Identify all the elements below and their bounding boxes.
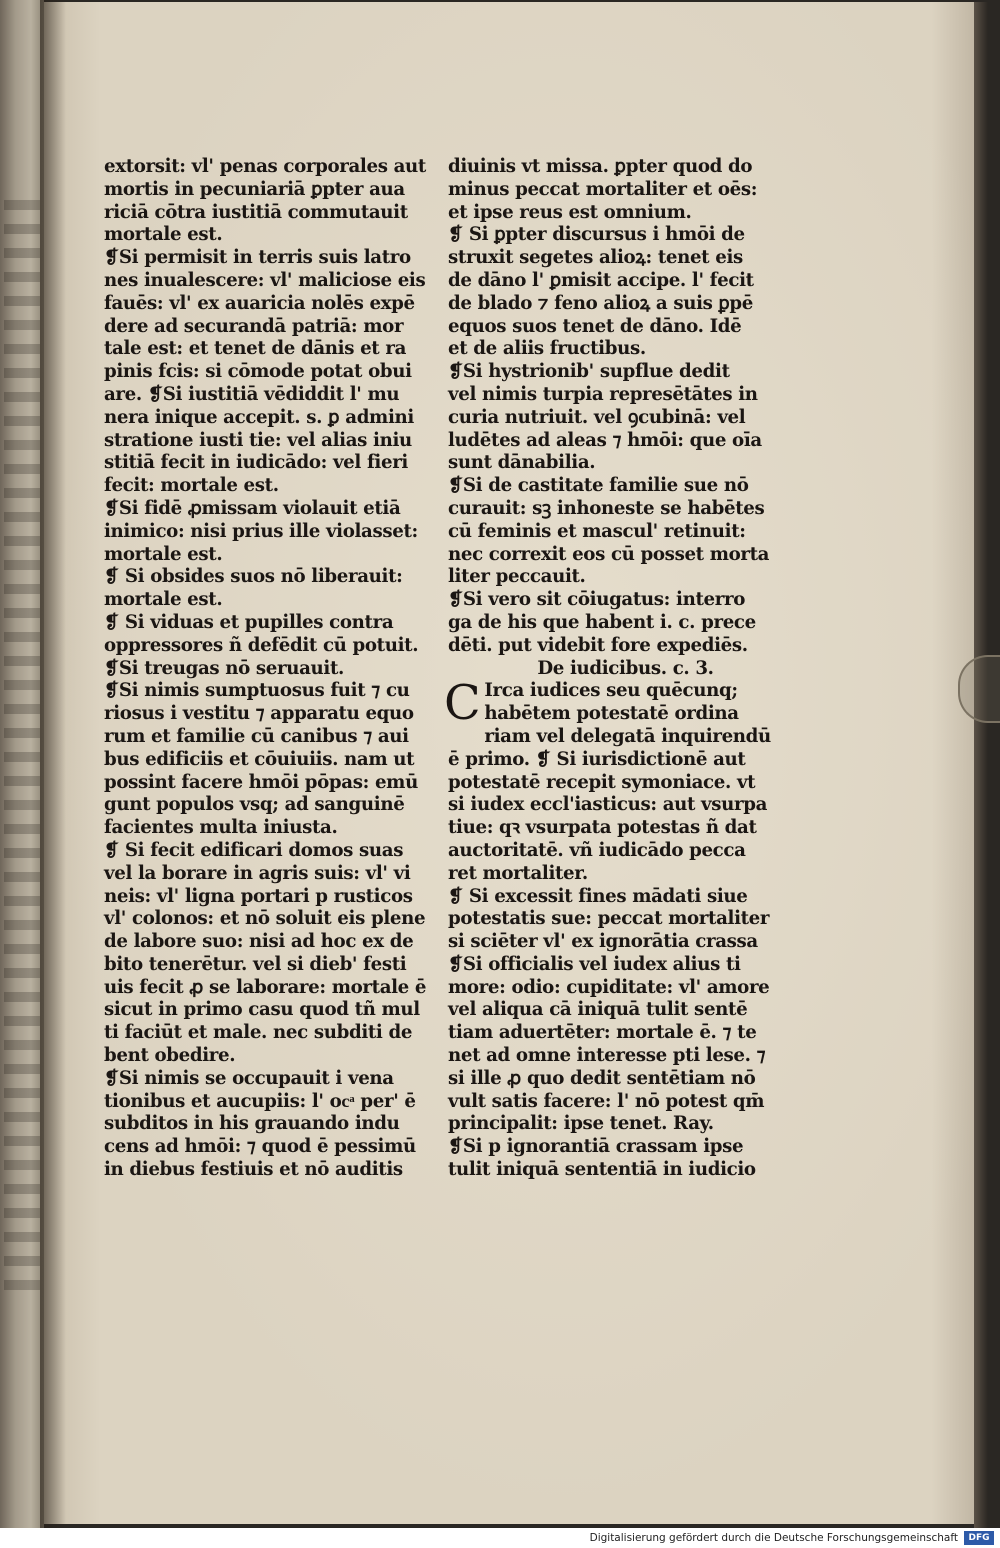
text-line: equos suos tenet de dāno. Idē — [448, 315, 742, 337]
previous-page-edge — [0, 0, 44, 1528]
text-line: cū feminis et mascul' retinuit: — [448, 520, 746, 542]
right-column-top-block — [448, 156, 770, 658]
text-line: curia nutriuit. vel ꝯcubinā: vel — [448, 406, 746, 428]
text-line: ❡Si nimis se occupauit i vena — [104, 1067, 394, 1089]
binding-shadow — [40, 0, 66, 1528]
text-line: riciā cōtra iustitiā commutauit — [104, 201, 408, 223]
text-line: gunt populos vsq; ad sanguinē — [104, 794, 405, 816]
text-line: possint facere hmōi pōpas: emū — [104, 771, 418, 793]
text-line: neis: vl' ligna portari p rusticos — [104, 885, 413, 907]
text-line: more: odio: cupiditate: vl' amore — [448, 976, 770, 998]
text-line: stitiā fecit in iudicādo: vel fieri — [104, 452, 408, 474]
text-line: vel aliqua cā iniquā tulit sentē — [448, 999, 748, 1021]
text-line: et de aliis fructibus. — [448, 338, 646, 360]
text-line: liter peccauit. — [448, 566, 586, 588]
text-line: minus peccat mortaliter et oēs: — [448, 178, 758, 200]
text-line: tale est: et tenet de dānis et ra — [104, 338, 407, 360]
text-line: auctoritatē. vñ iudicādo pecca — [448, 839, 746, 861]
text-line: potestatē recepit symoniace. vt — [448, 771, 756, 793]
text-line: ❡Si p ignorantiā crassam ipse — [448, 1136, 744, 1158]
text-line: rum et familie cū canibus ⁊ aui — [104, 725, 409, 747]
text-line: vel la borare in agris suis: vl' vi — [104, 862, 411, 884]
text-line: nec correxit eos cū posset morta — [448, 543, 770, 565]
text-line: nera inique accepit. s. ꝑ admini — [104, 406, 414, 428]
text-line: tulit iniquā sententiā in iudicio — [448, 1159, 756, 1181]
text-line: ❡ Si ꝑpter discursus i hmōi de — [448, 224, 745, 246]
text-line: ❡Si de castitate familie sue nō — [448, 475, 749, 497]
text-line: riosus i vestitu ⁊ apparatu equo — [104, 703, 414, 725]
text-line: de dāno l' ꝑmisit accipe. l' fecit — [448, 269, 754, 291]
text-line: fauēs: vl' ex auaricia nolēs expē — [104, 292, 415, 314]
text-line: pinis fcis: si cōmode potat obui — [104, 361, 412, 383]
text-line: struxit segetes alioꝝ: tenet eis — [448, 247, 743, 269]
footer-bar — [0, 1528, 1000, 1548]
text-line: ❡ Si fecit edificari domos suas — [104, 839, 404, 861]
text-line: ga de his que habent i. c. prece — [448, 611, 756, 633]
text-line: vl' colonos: et nō soluit eis plene — [104, 908, 426, 930]
text-line: uis fecit ꝓ se laborare: mortale ē — [104, 976, 427, 998]
text-line: si ille ꝓ quo dedit sentētiam nō — [448, 1067, 756, 1089]
text-line: vult satis facere: l' nō potest qm̄ — [448, 1090, 765, 1112]
text-line: ret mortaliter. — [448, 862, 588, 884]
text-line: bito tenerētur. vel si dieb' festi — [104, 953, 407, 975]
text-line: inimico: nisi prius ille violasset: — [104, 520, 418, 542]
text-line: ❡ Si viduas et pupilles contra — [104, 611, 394, 633]
section-heading: De iudicibus. c. 3. — [537, 657, 714, 679]
leaf-right-edge — [974, 2, 988, 1528]
right-text-column — [444, 156, 771, 1182]
text-line: vel nimis turpia represētātes in — [448, 383, 758, 405]
text-line: riam vel delegatā inquirendū — [484, 725, 771, 747]
text-line: ❡ Si excessit fines mādati siue — [448, 885, 748, 907]
text-line: dere ad securandā patriā: mor — [104, 315, 404, 337]
text-line: bus edificiis et cōuiuiis. nam ut — [104, 748, 415, 770]
text-line: oppressores ñ defēdit cū potuit. — [104, 634, 419, 656]
text-line: mortale est. — [104, 224, 223, 246]
text-line: curauit: sꝫ inhoneste se habētes — [448, 497, 765, 519]
text-line: potestatis sue: peccat mortaliter — [448, 908, 770, 930]
text-line: fecit: mortale est. — [104, 475, 279, 497]
footer-credit: Digitalisierung gefördert durch die Deutsche Forschungsgemeinschaft — [589, 1532, 958, 1544]
text-line: Irca iudices seu quēcunq; — [484, 680, 738, 702]
text-line: de blado ⁊ feno alioꝝ a suis ꝑpē — [448, 292, 753, 314]
text-line: mortale est. — [104, 589, 223, 611]
text-line: ❡Si hystrionib' supflue dedit — [448, 361, 730, 383]
text-line: nes inualescere: vl' maliciose eis — [104, 269, 426, 291]
text-line: subditos in his grauando indu — [104, 1113, 400, 1135]
text-line: mortale est. — [104, 543, 223, 565]
text-line: net ad omne interesse pti lese. ⁊ — [448, 1045, 766, 1067]
text-line: tionibus et aucupiis: l' ocͣ per' ē — [104, 1090, 416, 1112]
text-line: ❡Si permisit in terris suis latro — [104, 247, 411, 269]
text-line: ludētes ad aleas ⁊ hmōi: que oīa — [448, 429, 762, 451]
text-line: are. ❡Si iustitiā vēdiddit l' mu — [104, 383, 400, 405]
text-line: ❡Si treugas nō seruauit. — [104, 657, 345, 679]
text-line: in diebus festiuis et nō auditis — [104, 1159, 403, 1181]
text-line: diuinis vt missa. ꝑpter quod do — [448, 156, 753, 177]
text-line: ❡ Si obsides suos nō liberauit: — [104, 566, 403, 588]
text-line: ti faciūt et male. nec subditi de — [104, 1022, 413, 1044]
dfg-logo: DFG — [964, 1531, 994, 1545]
text-line: sicut in primo casu quod tñ mul — [104, 999, 420, 1021]
text-line: ❡Si officialis vel iudex alius ti — [448, 953, 741, 975]
text-line: facientes multa iniusta. — [104, 817, 338, 839]
text-line: ❡Si nimis sumptuosus fuit ⁊ cu — [104, 680, 410, 702]
text-line: extorsit: vl' penas corporales aut — [104, 156, 426, 177]
text-line: ❡Si fidē ꝓmissam violauit etiā — [104, 497, 401, 519]
text-line: sunt dānabilia. — [448, 452, 596, 474]
text-line: ❡Si vero sit cōiugatus: interro — [448, 589, 745, 611]
text-line: de labore suo: nisi ad hoc ex de — [104, 931, 414, 953]
right-column-initial-block — [448, 680, 771, 771]
text-line: principalit: ipse tenet. Ray. — [448, 1113, 714, 1135]
right-column-bottom-block — [448, 771, 770, 1182]
text-line: et ipse reus est omnium. — [448, 201, 692, 223]
text-line: tiue: qꝛ vsurpata potestas ñ dat — [448, 817, 757, 839]
left-text-column — [104, 156, 427, 1182]
text-line: ē primo. ❡ Si iurisdictionē aut — [448, 748, 746, 770]
text-line: dēti. put videbit fore expediēs. — [448, 634, 748, 656]
decorated-initial-letter: C — [444, 675, 481, 732]
text-line: bent obedire. — [104, 1045, 236, 1067]
text-line: tiam aduertēter: mortale ē. ⁊ te — [448, 1022, 757, 1044]
text-line: habētem potestatē ordina — [484, 703, 739, 725]
previous-page-text-fragment — [4, 200, 40, 1300]
text-line: si sciēter vl' ex ignorātia crassa — [448, 931, 758, 953]
text-line: si iudex eccl'iasticus: aut vsurpa — [448, 794, 768, 816]
text-line: mortis in pecuniariā ꝑpter aua — [104, 178, 405, 200]
text-line: cens ad hmōi: ⁊ quod ē pessimū — [104, 1136, 416, 1158]
initial-paragraph — [444, 675, 771, 771]
text-line: stratione iusti tie: vel alias iniu — [104, 429, 412, 451]
